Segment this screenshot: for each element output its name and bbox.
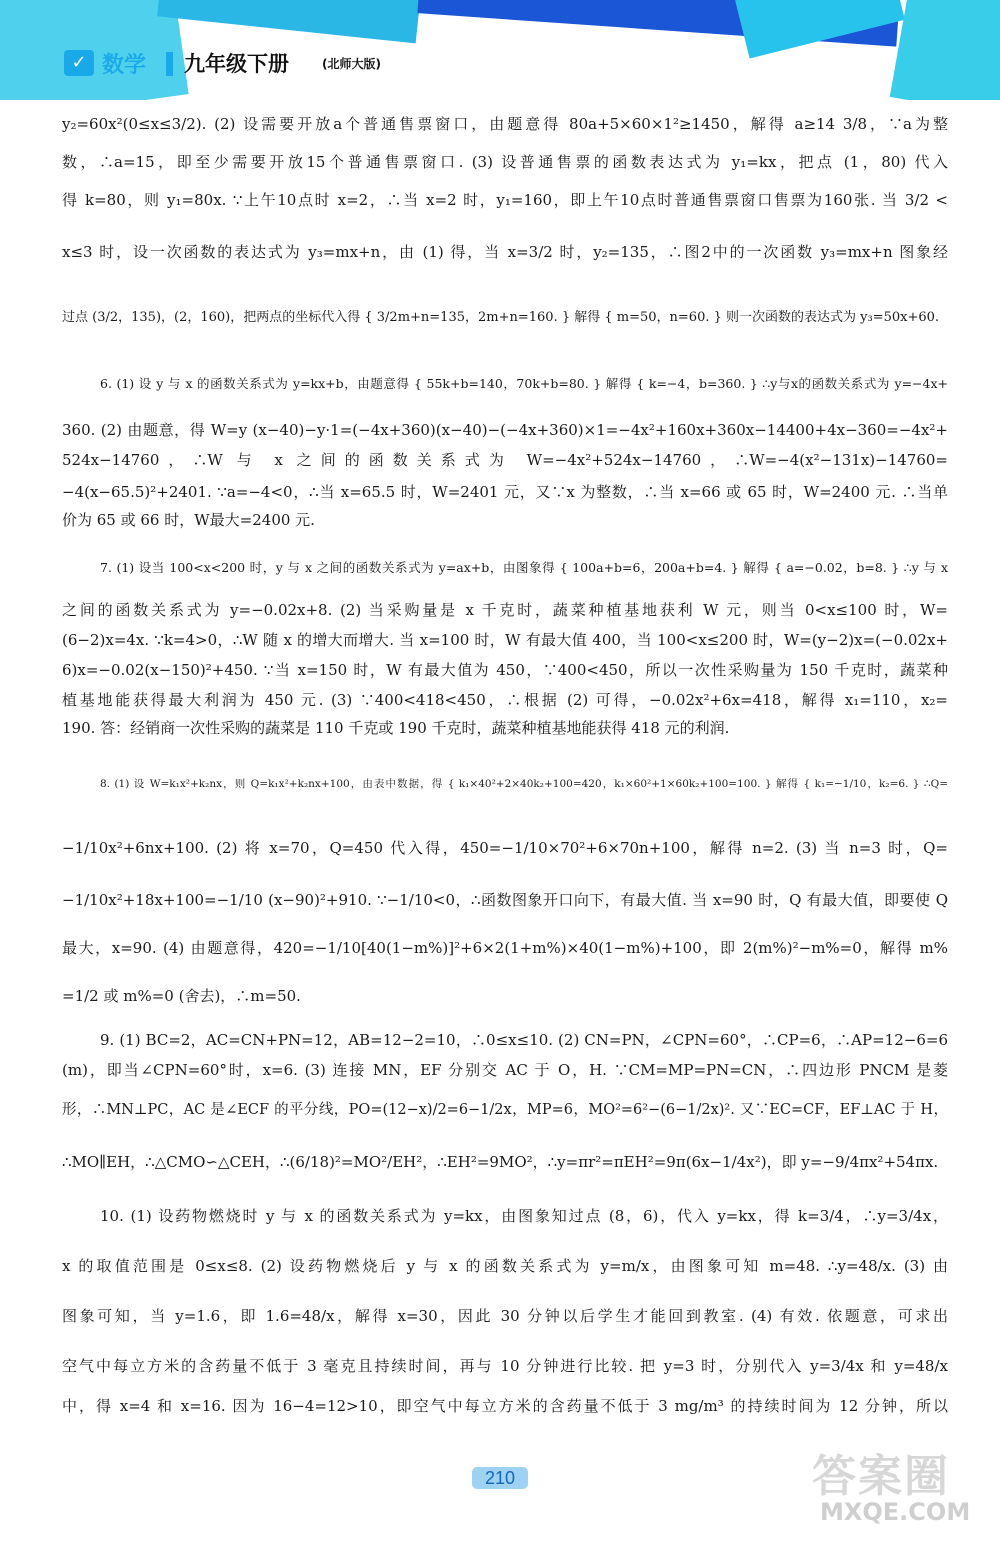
text-line: 价为 65 或 66 时，W最大=2400 元.	[62, 511, 315, 529]
title-divider	[166, 52, 173, 76]
subject-title: 数学	[102, 53, 147, 78]
leaf-logo-icon: ✓	[64, 50, 94, 76]
text-line: 空气中每立方米的含药量不低于 3 毫克且持续时间，再与 10 分钟进行比较. 把 y=3 时，分别代入 y=3/4x 和 y=48/x	[62, 1357, 948, 1375]
text-line: 图象可知，当 y=1.6，即 1.6=48/x，解得 x=30，因此 30 分钟以后学生才能回到教室. (4) 有效. 依题意，可求出	[62, 1307, 948, 1325]
text-line: y₂=60x²(0≤x≤3/2). (2) 设需要开放a个普通售票窗口，由题意得 80a+5×60×1²≥1450，解得 a≥14 3/8，∵a为整	[62, 115, 948, 133]
text-line: 8. (1) 设 W=k₁x²+k₂nx，则 Q=k₁x²+k₂nx+100，由表中数据，得 { k₁×40²+2×40k₂+100=420，k₁×60²+1×60k₂+100=100. } 解得 { k₁=−1/10，k₂=6. } ∴Q=	[100, 778, 948, 790]
text-line: 360. (2) 由题意，得 W=y (x−40)−y·1=(−4x+360)(x−40)−(−4x+360)×1=−4x²+160x+360x−14400+4x−360=−4x²+	[62, 421, 948, 439]
text-line: 形，∴MN⊥PC，AC 是∠ECF 的平分线，PO=(12−x)/2=6−1/2x，MP=6，MO²=6²−(6−1/2x)². 又∵EC=CF，EF⊥AC 于 H，	[62, 1102, 948, 1118]
text-line: ∴MO∥EH，∴△CMO∽△CEH，∴(6/18)²=MO²/EH²，∴EH²=9MO²，∴y=πr²=πEH²=9π(6x−1/4x²)，即 y=−9/4πx²+54πx.	[62, 1153, 939, 1171]
banner-shape	[890, 0, 1000, 100]
text-line: 之间的函数关系式为 y=−0.02x+8. (2) 当采购量是 x 千克时，蔬菜种植基地获利 W 元，则当 0<x≤100 时，W=	[62, 601, 948, 619]
watermark-url: MXQE.COM	[820, 1498, 971, 1526]
text-line: −1/10x²+6nx+100. (2) 将 x=70，Q=450 代入得，450=−1/10×70²+6×70n+100，解得 n=2. (3) 当 n=3 时，Q=	[62, 839, 948, 857]
text-line: 植基地能获得最大利润为 450 元. (3) ∵400<418<450，∴根据 (2) 可得，−0.02x²+6x=418，解得 x₁=110，x₂=	[62, 691, 948, 709]
text-line: 6)x=−0.02(x−150)²+450. ∵当 x=150 时，W 有最大值为 450，∵400<450，所以一次性采购量为 150 千克时，蔬菜种	[62, 661, 948, 679]
text-line: =1/2 或 m%=0 (舍去)，∴m=50.	[62, 987, 301, 1005]
text-line: 190. 答：经销商一次性采购的蔬菜是 110 千克或 190 千克时，蔬菜种植基地能获得 418 元的利润.	[62, 719, 730, 737]
text-line: −4(x−65.5)²+2401. ∵a=−4<0，∴当 x=65.5 时，W=2401 元，又∵x 为整数，∴当 x=66 或 65 时，W=2400 元. ∴当单	[62, 483, 948, 501]
edition-label: (北师大版)	[322, 57, 381, 71]
text-line: 得 k=80，则 y₁=80x. ∵上午10点时 x=2，∴当 x=2 时，y₁=160，即上午10点时普通售票窗口售票为160张. 当 3/2 <	[62, 191, 948, 209]
text-line: 最大，x=90. (4) 由题意得，420=−1/10[40(1−m%)]²+6×2(1+m%)×40(1−m%)+100，即 2(m%)²−m%=0，解得 m%	[62, 939, 948, 957]
text-line: x≤3 时，设一次函数的表达式为 y₃=mx+n，由 (1) 得，当 x=3/2 时，y₂=135，∴图2中的一次函数 y₃=mx+n 图象经	[62, 243, 948, 261]
text-line: −1/10x²+18x+100=−1/10 (x−90)²+910. ∵−1/10<0，∴函数图象开口向下，有最大值. 当 x=90 时，Q 有最大值，即要使 Q	[62, 891, 948, 909]
text-line: 中，得 x=4 和 x=16. 因为 16−4=12>10，即空气中每立方米的含药量不低于 3 mg/m³ 的持续时间为 12 分钟，所以	[62, 1397, 948, 1415]
grade-title: 九年级下册	[184, 52, 289, 76]
text-line: 过点 (3/2，135)，(2，160)，把两点的坐标代入得 { 3/2m+n=135，2m+n=160. } 解得 { m=50，n=60. } 则一次函数的表达式为 y₃=50x+60.	[62, 310, 940, 325]
header-banner	[0, 0, 1000, 100]
text-line: (6−2)x=4x. ∵k=4>0，∴W 随 x 的增大而增大. 当 x=100 时，W 有最大值 400，当 100<x≤200 时，W=(y−2)x=(−0.02x+	[62, 631, 948, 649]
page-number: 210	[472, 1467, 528, 1489]
text-line: 524x−14760，∴W 与 x 之间的函数关系式为 W=−4x²+524x−14760，∴W=−4(x²−131x)−14760=	[62, 451, 948, 469]
text-line: x 的取值范围是 0≤x≤8. (2) 设药物燃烧后 y 与 x 的函数关系式为 y=m/x，由图象可知 m=48. ∴y=48/x. (3) 由	[62, 1257, 948, 1275]
text-line: 10. (1) 设药物燃烧时 y 与 x 的函数关系式为 y=kx，由图象知过点 (8，6)，代入 y=kx，得 k=3/4，∴y=3/4x，	[100, 1207, 948, 1225]
watermark-text: 答案圈	[812, 1451, 950, 1502]
banner-shape	[157, 0, 423, 43]
text-line: 6. (1) 设 y 与 x 的函数关系式为 y=kx+b，由题意得 { 55k+b=140，70k+b=80. } 解得 { k=−4，b=360. } ∴y与x的函数关系式为 y=−4x+	[100, 376, 948, 391]
text-line: 9. (1) BC=2，AC=CN+PN=12，AB=12−2=10，∴0≤x≤10. (2) CN=PN，∠CPN=60°，∴CP=6，∴AP=12−6=6	[100, 1031, 948, 1049]
text-line: 7. (1) 设当 100<x<200 时，y 与 x 之间的函数关系式为 y=ax+b，由图象得 { 100a+b=6，200a+b=4. } 解得 { a=−0.02，b=8. } ∴y 与 x	[100, 560, 948, 575]
text-line: 数，∴a=15，即至少需要开放15个普通售票窗口. (3) 设普通售票的函数表达式为 y₁=kx，把点 (1，80) 代入	[62, 153, 948, 171]
watermark	[812, 1440, 982, 1530]
text-line: (m)，即当∠CPN=60°时，x=6. (3) 连接 MN，EF 分别交 AC 于 O，H. ∵CM=MP=PN=CN，∴四边形 PNCM 是菱	[62, 1061, 948, 1079]
